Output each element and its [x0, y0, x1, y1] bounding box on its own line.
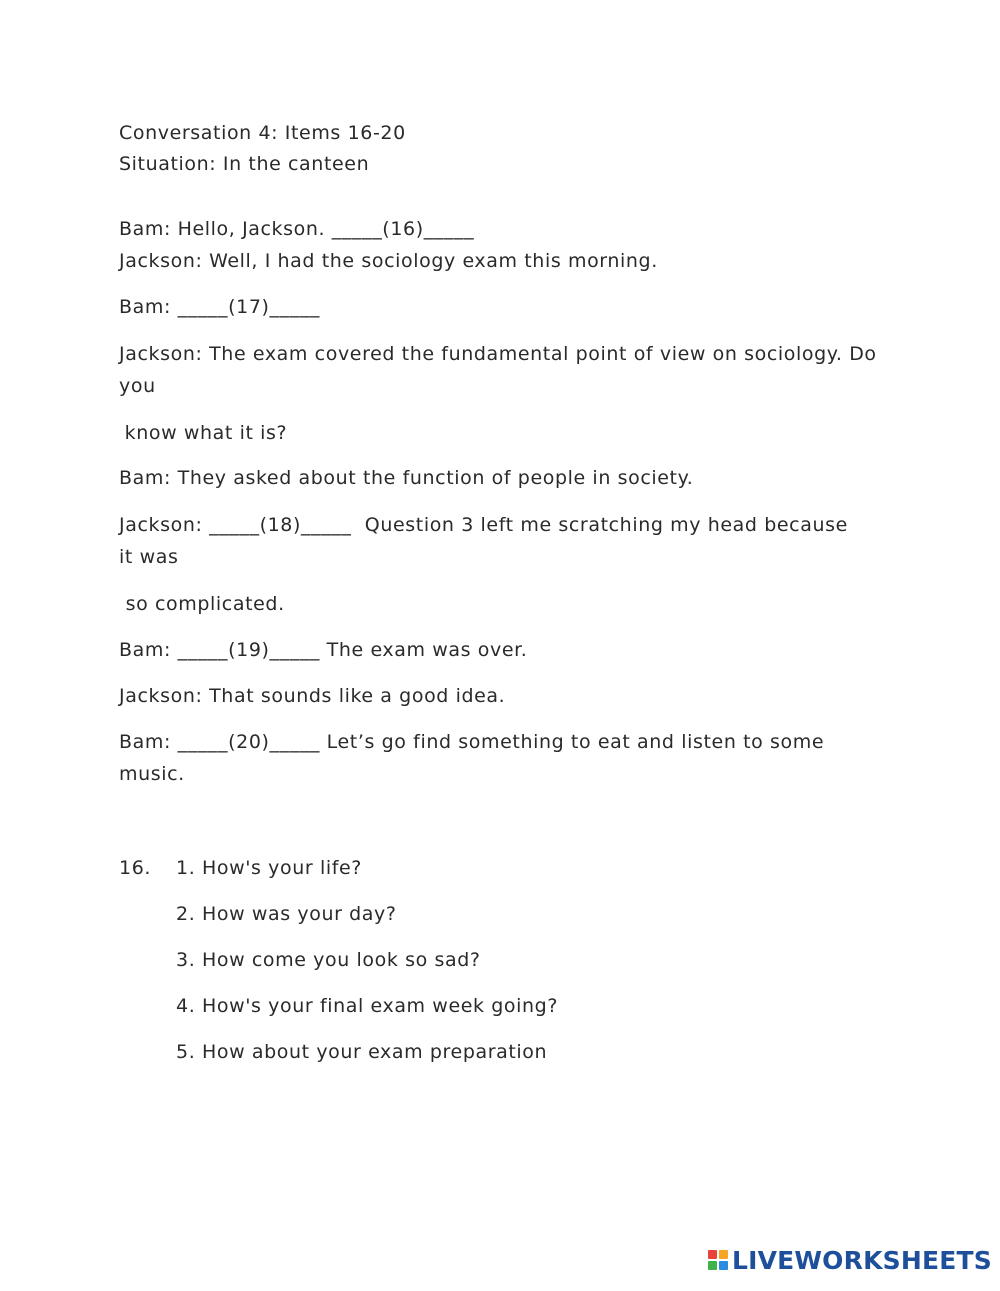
answer-option[interactable]: 3. How come you look so sad? [176, 949, 481, 971]
dialogue-line: Jackson: The exam covered the fundamental point of view on sociology. Do [119, 343, 877, 365]
situation-line: Situation: In the canteen [119, 153, 370, 175]
dialogue-line: Bam: They asked about the function of people in society. [119, 467, 694, 489]
dialogue-line: it was [119, 546, 179, 568]
dialogue-line: so complicated. [119, 593, 285, 615]
dialogue-line: music. [119, 763, 185, 785]
answer-option[interactable]: 2. How was your day? [176, 903, 397, 925]
logo-text: LIVEWORKSHEETS [731, 1245, 992, 1275]
dialogue-line: Bam: _____(19)_____ The exam was over. [119, 639, 528, 661]
dialogue-line: you [119, 375, 156, 397]
dialogue-line: Jackson: _____(18)_____ Question 3 left me scratching my head because [119, 514, 848, 536]
answer-option[interactable]: 5. How about your exam preparation [176, 1041, 548, 1063]
dialogue-line: Bam: Hello, Jackson. _____(16)_____ [119, 218, 475, 240]
dialogue-line: know what it is? [118, 422, 288, 444]
question-number: 16. [119, 857, 152, 879]
dialogue-line: Bam: _____(20)_____ Let’s go find something to eat and listen to some [119, 731, 825, 753]
liveworksheets-logo [708, 1245, 992, 1275]
dialogue-line: Jackson: Well, I had the sociology exam this morning. [119, 250, 658, 272]
answer-option[interactable]: 4. How's your final exam week going? [176, 995, 559, 1017]
answer-option[interactable]: 1. How's your life? [176, 857, 362, 879]
logo-mark-icon [708, 1250, 728, 1270]
dialogue-line: Jackson: That sounds like a good idea. [119, 685, 506, 707]
conversation-title: Conversation 4: Items 16-20 [119, 122, 406, 144]
dialogue-line: Bam: _____(17)_____ [119, 296, 321, 318]
